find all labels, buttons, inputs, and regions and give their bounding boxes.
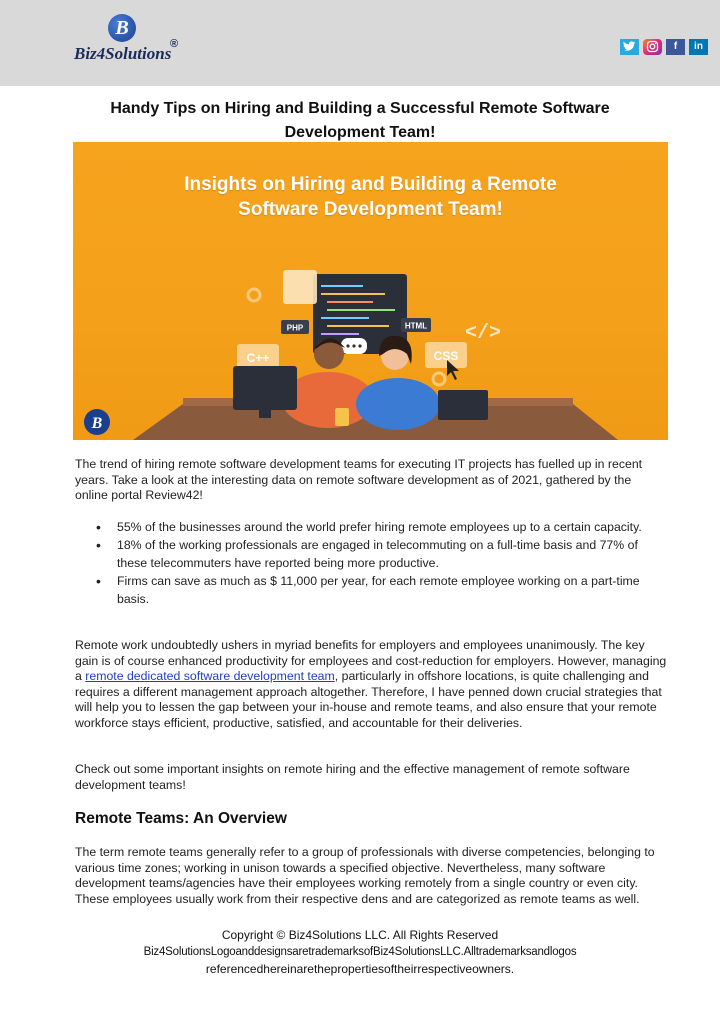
logo-text: Biz4Solutions: [74, 44, 172, 63]
section-heading: Remote Teams: An Overview: [75, 810, 287, 827]
title-line-1: Handy Tips on Hiring and Building a Successful Remote Software: [110, 100, 610, 117]
linkedin-icon[interactable]: in: [689, 39, 708, 55]
statistics-list: [96, 518, 668, 608]
facebook-icon[interactable]: f: [666, 39, 685, 55]
css-tag-label: CSS: [433, 349, 459, 363]
hero-heading-line-2: Software Development Team!: [238, 199, 503, 220]
page-header: [0, 0, 720, 86]
registered-mark: ®: [170, 38, 179, 50]
laptop: [438, 390, 488, 420]
code-symbol-icon: </>: [465, 322, 502, 345]
paragraph-text: , particularly in offshore locations, is quite challenging and requires a different management approach altogether. Therefore, I have penned down crucial strategies that will help you to lessen the gap between your in-house and remote teams, and also ensure that your remote workforce stays efficient, productive, satisfied, and accountable for their deliveries.: [75, 669, 662, 730]
php-tag-label: PHP: [286, 323, 304, 333]
hero-banner-image: [73, 142, 668, 440]
social-links: [620, 39, 708, 55]
hero-logo-letter: B: [91, 415, 103, 432]
twitter-icon[interactable]: [620, 39, 639, 55]
page-footer: [72, 927, 648, 978]
logo-mark-icon: B: [108, 14, 136, 42]
list-item: • Firms can save as much as $ 11,000 per year, for each remote employee working on a part-time basis.: [96, 572, 668, 608]
footer-trademark-line-2: referencedhereinarethepropertiesoftheirrespectiveowners.: [205, 962, 515, 976]
left-monitor: [233, 366, 297, 410]
hero-heading-line-1: Insights on Hiring and Building a Remote: [184, 174, 557, 195]
list-item: • 18% of the working professionals are engaged in telecommuting on a full-time basis and 77% of these telecommuters have reported being more productive.: [96, 536, 668, 572]
paragraph-text: Remote work undoubtedly ushers in myriad benefits for employers and employees unanimously. The key gain is of course enhanced productivity for employees and cost-reduction for employers. However, managing a: [75, 638, 667, 683]
benefits-paragraph: [75, 638, 667, 731]
document-title: [72, 97, 648, 145]
cpp-tag-label: C++: [246, 351, 270, 365]
insights-paragraph: Check out some important insights on remote hiring and the effective management of remote software development teams!: [75, 762, 630, 792]
title-line-2: Development Team!: [284, 124, 436, 141]
list-item: • 55% of the businesses around the world prefer hiring remote employees up to a certain capacity.: [96, 518, 668, 536]
hero-heading: [73, 172, 668, 222]
overview-paragraph: The term remote teams generally refer to a group of professionals with diverse competencies, belonging to various time zones; working in unison towards a specified objective. Nevertheless, many software development teams/agencies have their employees working remotely from a single country or even city. These employees usually work from their respective dens and are categorized as remote teams as well.: [75, 845, 655, 906]
instagram-icon[interactable]: [643, 39, 662, 55]
footer-copyright: Copyright © Biz4Solutions LLC. All Rights Reserved: [221, 928, 499, 942]
person-right-body: [356, 378, 440, 430]
remote-team-link[interactable]: remote dedicated software development team: [85, 669, 335, 683]
intro-paragraph: The trend of hiring remote software development teams for executing IT projects has fuelled up in recent years. Take a look at the interesting data on remote software development as of 2021, gathered by the online portal Review42!: [75, 457, 643, 502]
footer-trademark-line: Biz4SolutionsLogoanddesignsaretrademarksofBiz4SolutionsLLC.Alltrademarksandlogos: [143, 946, 577, 958]
biz4solutions-logo[interactable]: [72, 14, 192, 70]
html-tag-label: HTML: [404, 321, 428, 331]
